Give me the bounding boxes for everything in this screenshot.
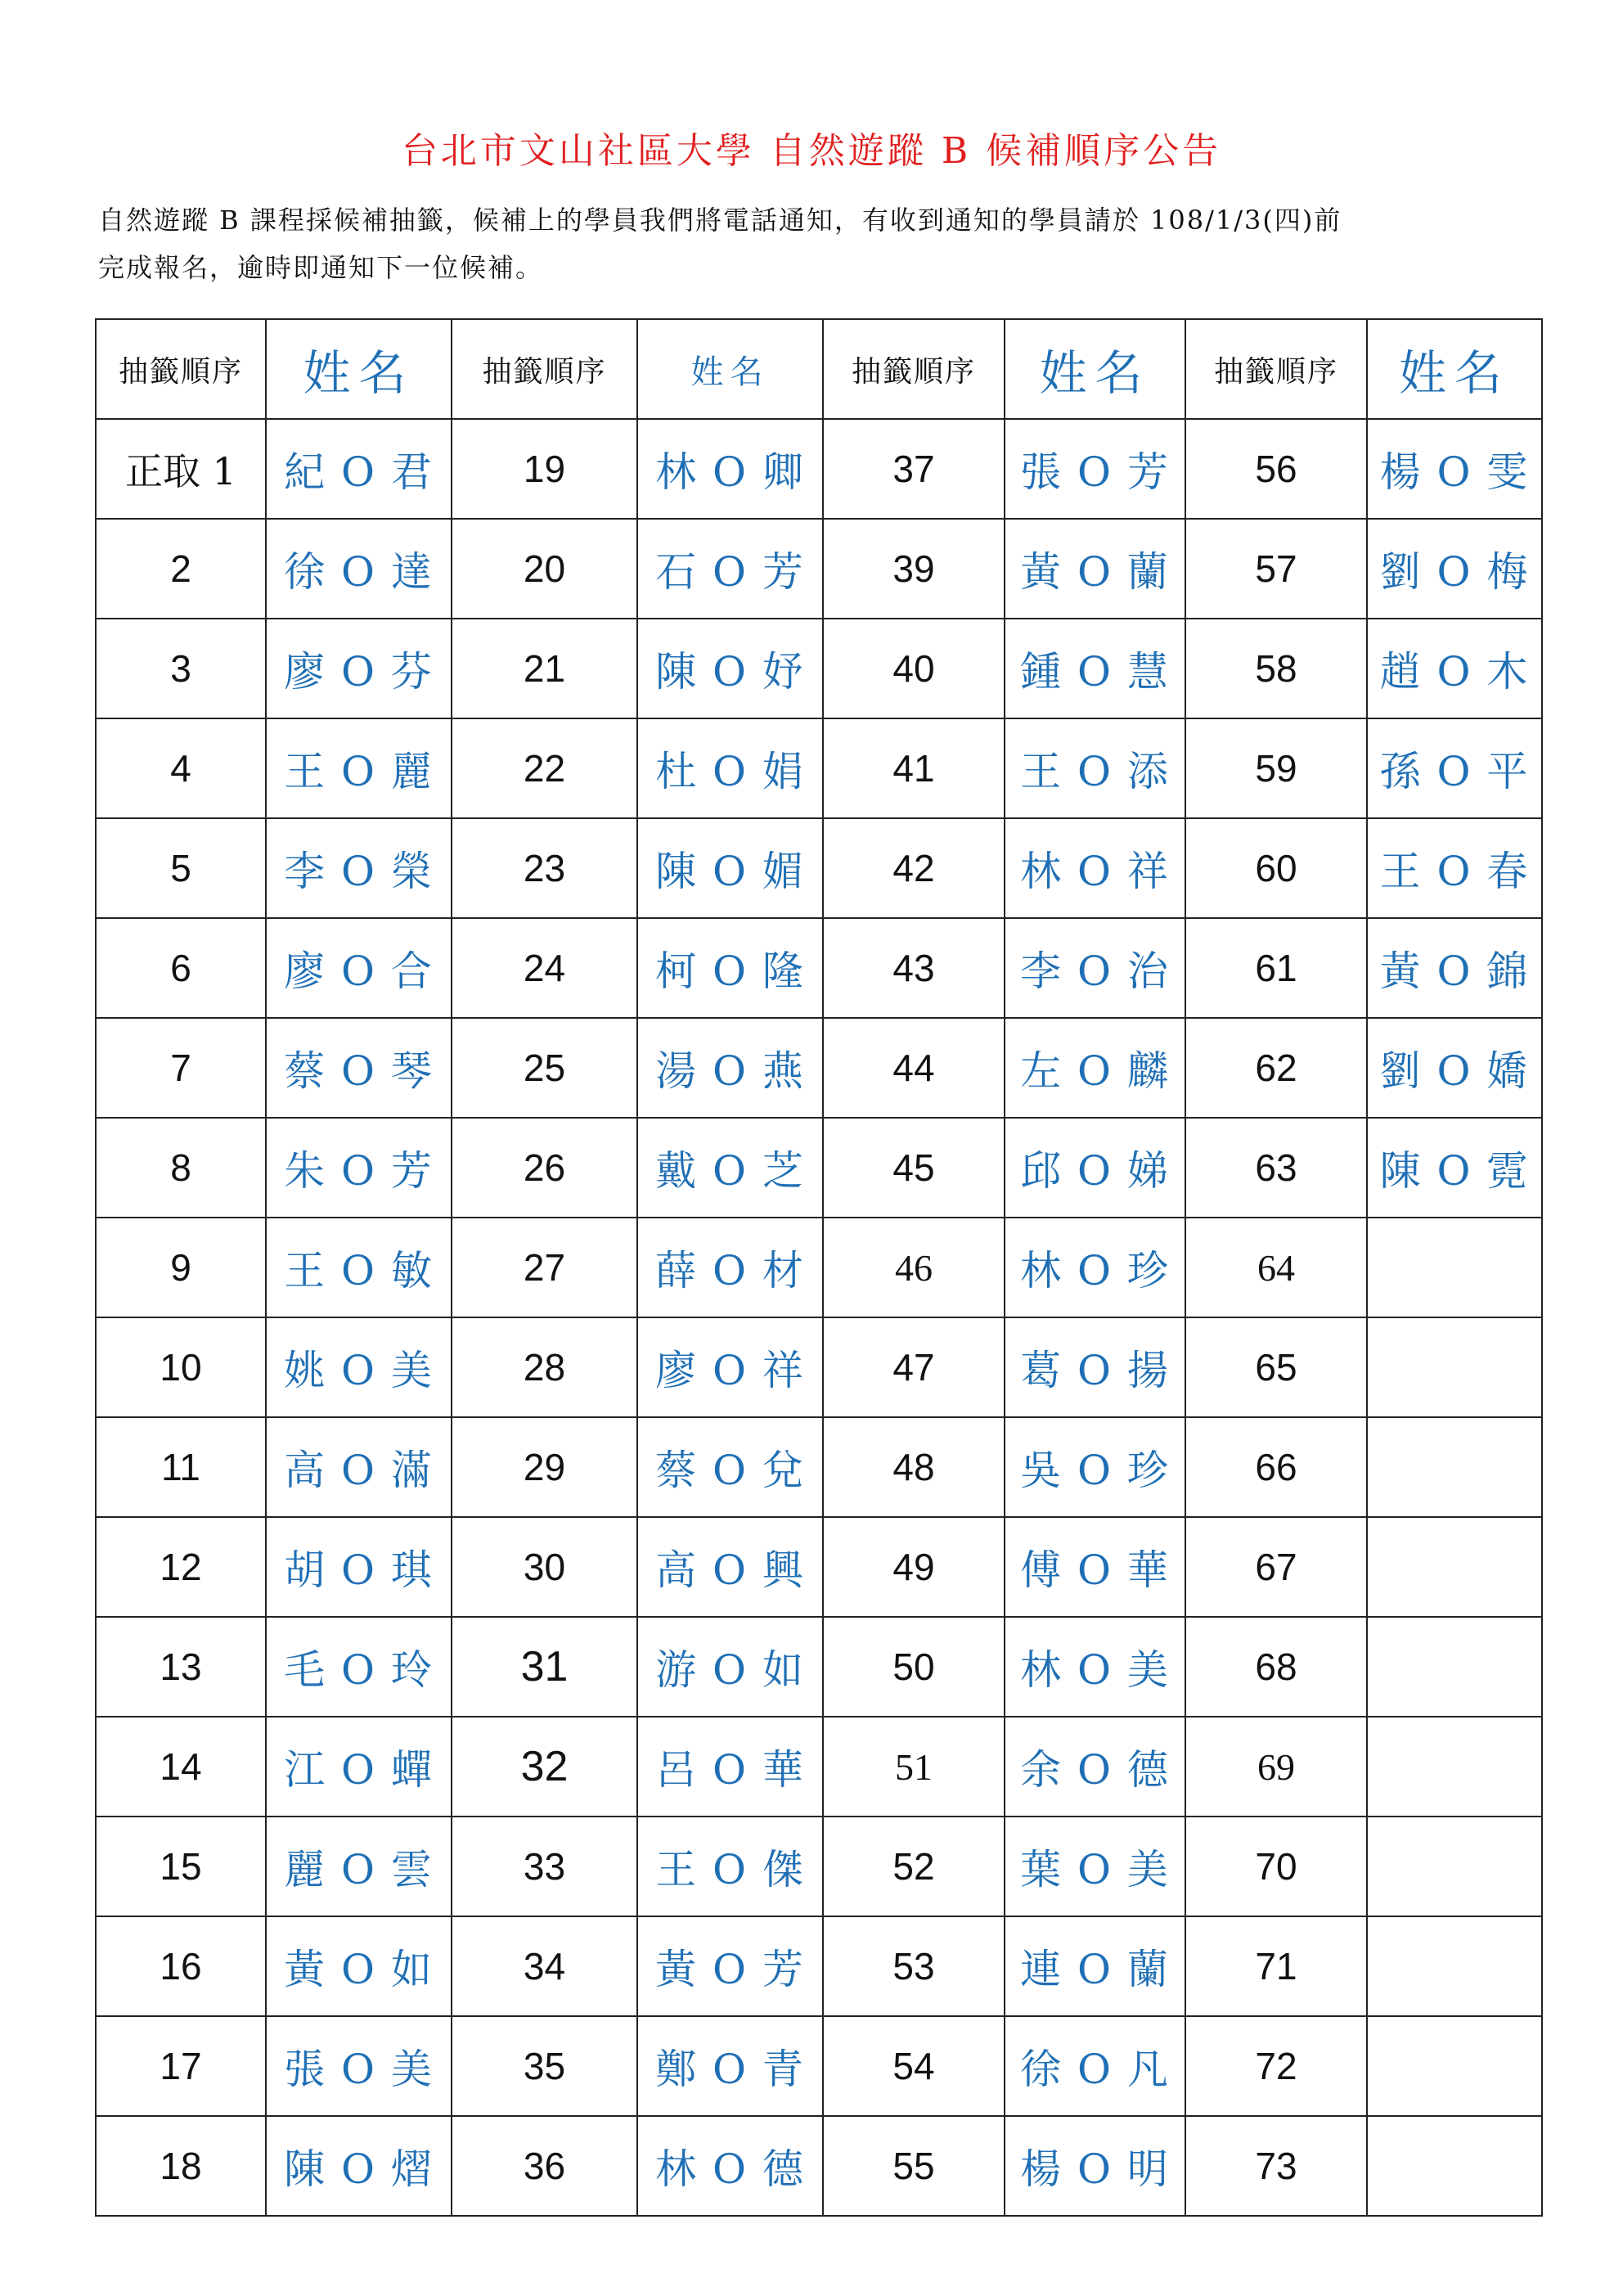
draw-order-cell: 23 <box>452 818 637 918</box>
student-name-cell: 陳 O 霓 <box>1367 1118 1542 1218</box>
student-name-cell <box>1367 1617 1542 1717</box>
table-row <box>96 1916 1542 2016</box>
draw-order-cell: 11 <box>96 1417 266 1517</box>
draw-order-cell: 37 <box>823 419 1005 519</box>
student-name-cell: 楊 O 明 <box>1005 2116 1185 2216</box>
student-name-cell: 陳 O 妤 <box>637 619 823 718</box>
header-row <box>96 319 1542 419</box>
student-name-cell: 傅 O 華 <box>1005 1517 1185 1617</box>
student-name-cell: 游 O 如 <box>637 1617 823 1717</box>
draw-order-cell: 61 <box>1185 918 1367 1018</box>
draw-order-cell: 71 <box>1185 1916 1367 2016</box>
draw-order-cell: 15 <box>96 1817 266 1916</box>
student-name-cell: 林 O 美 <box>1005 1617 1185 1717</box>
draw-order-cell: 18 <box>96 2116 266 2216</box>
student-name-cell: 黃 O 如 <box>266 1916 452 2016</box>
header-order: 抽籤順序 <box>823 319 1005 419</box>
table-row <box>96 1218 1542 1317</box>
table-row <box>96 2116 1542 2216</box>
student-name-cell: 朱 O 芳 <box>266 1118 452 1218</box>
header-order: 抽籤順序 <box>1185 319 1367 419</box>
student-name-cell: 王 O 麗 <box>266 718 452 818</box>
student-name-cell: 廖 O 祥 <box>637 1317 823 1417</box>
student-name-cell: 王 O 春 <box>1367 818 1542 918</box>
draw-order-cell: 52 <box>823 1817 1005 1916</box>
draw-order-cell: 70 <box>1185 1817 1367 1916</box>
draw-order-cell: 59 <box>1185 718 1367 818</box>
draw-order-cell: 26 <box>452 1118 637 1218</box>
draw-order-cell: 54 <box>823 2016 1005 2116</box>
draw-order-cell: 21 <box>452 619 637 718</box>
student-name-cell <box>1367 1817 1542 1916</box>
draw-order-cell: 56 <box>1185 419 1367 519</box>
table-body <box>96 319 1542 2216</box>
student-name-cell: 林 O 祥 <box>1005 818 1185 918</box>
draw-order-cell: 57 <box>1185 519 1367 619</box>
table-row <box>96 818 1542 918</box>
student-name-cell: 王 O 敏 <box>266 1218 452 1317</box>
draw-order-cell: 33 <box>452 1817 637 1916</box>
draw-order-cell: 31 <box>452 1617 637 1717</box>
student-name-cell: 林 O 卿 <box>637 419 823 519</box>
table-row <box>96 918 1542 1018</box>
draw-order-cell: 53 <box>823 1916 1005 2016</box>
draw-order-cell: 45 <box>823 1118 1005 1218</box>
student-name-cell: 李 O 榮 <box>266 818 452 918</box>
draw-order-cell: 12 <box>96 1517 266 1617</box>
draw-order-cell: 66 <box>1185 1417 1367 1517</box>
draw-order-cell: 46 <box>823 1218 1005 1317</box>
student-name-cell: 吳 O 珍 <box>1005 1417 1185 1517</box>
draw-order-cell: 50 <box>823 1617 1005 1717</box>
student-name-cell: 陳 O 熠 <box>266 2116 452 2216</box>
table-row <box>96 1118 1542 1218</box>
draw-order-cell: 42 <box>823 818 1005 918</box>
student-name-cell: 張 O 芳 <box>1005 419 1185 519</box>
student-name-cell: 楊 O 雯 <box>1367 419 1542 519</box>
student-name-cell <box>1367 1717 1542 1817</box>
draw-order-cell: 3 <box>96 619 266 718</box>
header-order: 抽籤順序 <box>96 319 266 419</box>
draw-order-cell: 25 <box>452 1018 637 1118</box>
draw-order-cell: 68 <box>1185 1617 1367 1717</box>
draw-order-cell: 5 <box>96 818 266 918</box>
page-title: 台北市文山社區大學 自然遊蹤 B 候補順序公告 <box>401 130 1222 172</box>
student-name-cell: 邱 O 娣 <box>1005 1118 1185 1218</box>
student-name-cell: 王 O 傑 <box>637 1817 823 1916</box>
student-name-cell: 蔡 O 琴 <box>266 1018 452 1118</box>
draw-order-cell: 43 <box>823 918 1005 1018</box>
table-row <box>96 1417 1542 1517</box>
student-name-cell: 紀 O 君 <box>266 419 452 519</box>
student-name-cell: 黃 O 蘭 <box>1005 519 1185 619</box>
notice-line-2: 完成報名，逾時即通知下一位候補。 <box>98 252 544 283</box>
student-name-cell: 高 O 滿 <box>266 1417 452 1517</box>
student-name-cell: 蔡 O 兌 <box>637 1417 823 1517</box>
student-name-cell: 余 O 德 <box>1005 1717 1185 1817</box>
student-name-cell: 廖 O 芬 <box>266 619 452 718</box>
student-name-cell: 柯 O 隆 <box>637 918 823 1018</box>
student-name-cell: 王 O 添 <box>1005 718 1185 818</box>
draw-order-cell: 65 <box>1185 1317 1367 1417</box>
student-name-cell: 李 O 治 <box>1005 918 1185 1018</box>
student-name-cell: 毛 O 玲 <box>266 1617 452 1717</box>
student-name-cell: 葉 O 美 <box>1005 1817 1185 1916</box>
student-name-cell: 胡 O 琪 <box>266 1517 452 1617</box>
student-name-cell: 薛 O 材 <box>637 1218 823 1317</box>
draw-order-cell: 32 <box>452 1717 637 1817</box>
draw-order-cell: 35 <box>452 2016 637 2116</box>
student-name-cell: 黃 O 錦 <box>1367 918 1542 1018</box>
draw-order-cell: 51 <box>823 1717 1005 1817</box>
student-name-cell: 呂 O 華 <box>637 1717 823 1817</box>
draw-order-cell: 16 <box>96 1916 266 2016</box>
draw-order-cell: 17 <box>96 2016 266 2116</box>
draw-order-cell: 64 <box>1185 1218 1367 1317</box>
header-name: 姓名 <box>266 319 452 419</box>
draw-order-cell: 2 <box>96 519 266 619</box>
student-name-cell: 姚 O 美 <box>266 1317 452 1417</box>
student-name-cell: 趙 O 木 <box>1367 619 1542 718</box>
student-name-cell: 徐 O 達 <box>266 519 452 619</box>
table-row <box>96 2016 1542 2116</box>
draw-order-cell: 7 <box>96 1018 266 1118</box>
student-name-cell: 麗 O 雲 <box>266 1817 452 1916</box>
student-name-cell <box>1367 1218 1542 1317</box>
draw-order-cell: 44 <box>823 1018 1005 1118</box>
student-name-cell: 戴 O 芝 <box>637 1118 823 1218</box>
draw-order-cell: 58 <box>1185 619 1367 718</box>
draw-order-cell: 28 <box>452 1317 637 1417</box>
draw-order-cell: 8 <box>96 1118 266 1218</box>
table-row <box>96 718 1542 818</box>
draw-order-cell: 40 <box>823 619 1005 718</box>
table-row <box>96 519 1542 619</box>
header-name: 姓名 <box>1367 319 1542 419</box>
table-row <box>96 1717 1542 1817</box>
draw-order-cell: 48 <box>823 1417 1005 1517</box>
student-name-cell: 江 O 蟬 <box>266 1717 452 1817</box>
draw-order-cell: 73 <box>1185 2116 1367 2216</box>
waitlist-table <box>95 318 1543 2217</box>
student-name-cell <box>1367 2016 1542 2116</box>
draw-order-cell: 29 <box>452 1417 637 1517</box>
draw-order-cell: 6 <box>96 918 266 1018</box>
draw-order-cell: 47 <box>823 1317 1005 1417</box>
draw-order-cell: 22 <box>452 718 637 818</box>
table-row <box>96 1517 1542 1617</box>
table-row <box>96 1317 1542 1417</box>
student-name-cell: 張 O 美 <box>266 2016 452 2116</box>
student-name-cell: 劉 O 嬌 <box>1367 1018 1542 1118</box>
student-name-cell: 連 O 蘭 <box>1005 1916 1185 2016</box>
student-name-cell: 葛 O 揚 <box>1005 1317 1185 1417</box>
draw-order-cell: 67 <box>1185 1517 1367 1617</box>
draw-order-cell: 72 <box>1185 2016 1367 2116</box>
draw-order-cell: 正取 1 <box>96 419 266 519</box>
draw-order-cell: 4 <box>96 718 266 818</box>
notice-line-1: 自然遊蹤 B 課程採候補抽籤，候補上的學員我們將電話通知，有收到通知的學員請於 108/1/3(四)前 <box>98 205 1342 236</box>
draw-order-cell: 41 <box>823 718 1005 818</box>
draw-order-cell: 27 <box>452 1218 637 1317</box>
draw-order-cell: 20 <box>452 519 637 619</box>
draw-order-cell: 36 <box>452 2116 637 2216</box>
student-name-cell: 徐 O 凡 <box>1005 2016 1185 2116</box>
student-name-cell <box>1367 1417 1542 1517</box>
student-name-cell <box>1367 1916 1542 2016</box>
student-name-cell <box>1367 1317 1542 1417</box>
draw-order-cell: 39 <box>823 519 1005 619</box>
student-name-cell: 湯 O 燕 <box>637 1018 823 1118</box>
table-row <box>96 1617 1542 1717</box>
draw-order-cell: 9 <box>96 1218 266 1317</box>
table-row <box>96 1018 1542 1118</box>
header-order: 抽籤順序 <box>452 319 637 419</box>
draw-order-cell: 30 <box>452 1517 637 1617</box>
table-row <box>96 619 1542 718</box>
draw-order-cell: 49 <box>823 1517 1005 1617</box>
student-name-cell: 鄭 O 青 <box>637 2016 823 2116</box>
student-name-cell <box>1367 1517 1542 1617</box>
student-name-cell <box>1367 2116 1542 2216</box>
student-name-cell: 陳 O 媚 <box>637 818 823 918</box>
student-name-cell: 廖 O 合 <box>266 918 452 1018</box>
draw-order-cell: 24 <box>452 918 637 1018</box>
draw-order-cell: 62 <box>1185 1018 1367 1118</box>
draw-order-cell: 55 <box>823 2116 1005 2216</box>
header-name: 姓名 <box>637 319 823 419</box>
draw-order-cell: 63 <box>1185 1118 1367 1218</box>
draw-order-cell: 19 <box>452 419 637 519</box>
draw-order-cell: 13 <box>96 1617 266 1717</box>
student-name-cell: 石 O 芳 <box>637 519 823 619</box>
draw-order-cell: 14 <box>96 1717 266 1817</box>
student-name-cell: 孫 O 平 <box>1367 718 1542 818</box>
student-name-cell: 左 O 麟 <box>1005 1018 1185 1118</box>
header-name: 姓名 <box>1005 319 1185 419</box>
notice-text <box>98 196 1538 291</box>
student-name-cell: 鍾 O 慧 <box>1005 619 1185 718</box>
student-name-cell: 杜 O 娟 <box>637 718 823 818</box>
draw-order-cell: 34 <box>452 1916 637 2016</box>
draw-order-cell: 60 <box>1185 818 1367 918</box>
student-name-cell: 劉 O 梅 <box>1367 519 1542 619</box>
draw-order-cell: 10 <box>96 1317 266 1417</box>
student-name-cell: 林 O 德 <box>637 2116 823 2216</box>
student-name-cell: 林 O 珍 <box>1005 1218 1185 1317</box>
draw-order-cell: 69 <box>1185 1717 1367 1817</box>
student-name-cell: 高 O 興 <box>637 1517 823 1617</box>
table-row <box>96 1817 1542 1916</box>
table-row <box>96 419 1542 519</box>
student-name-cell: 黃 O 芳 <box>637 1916 823 2016</box>
